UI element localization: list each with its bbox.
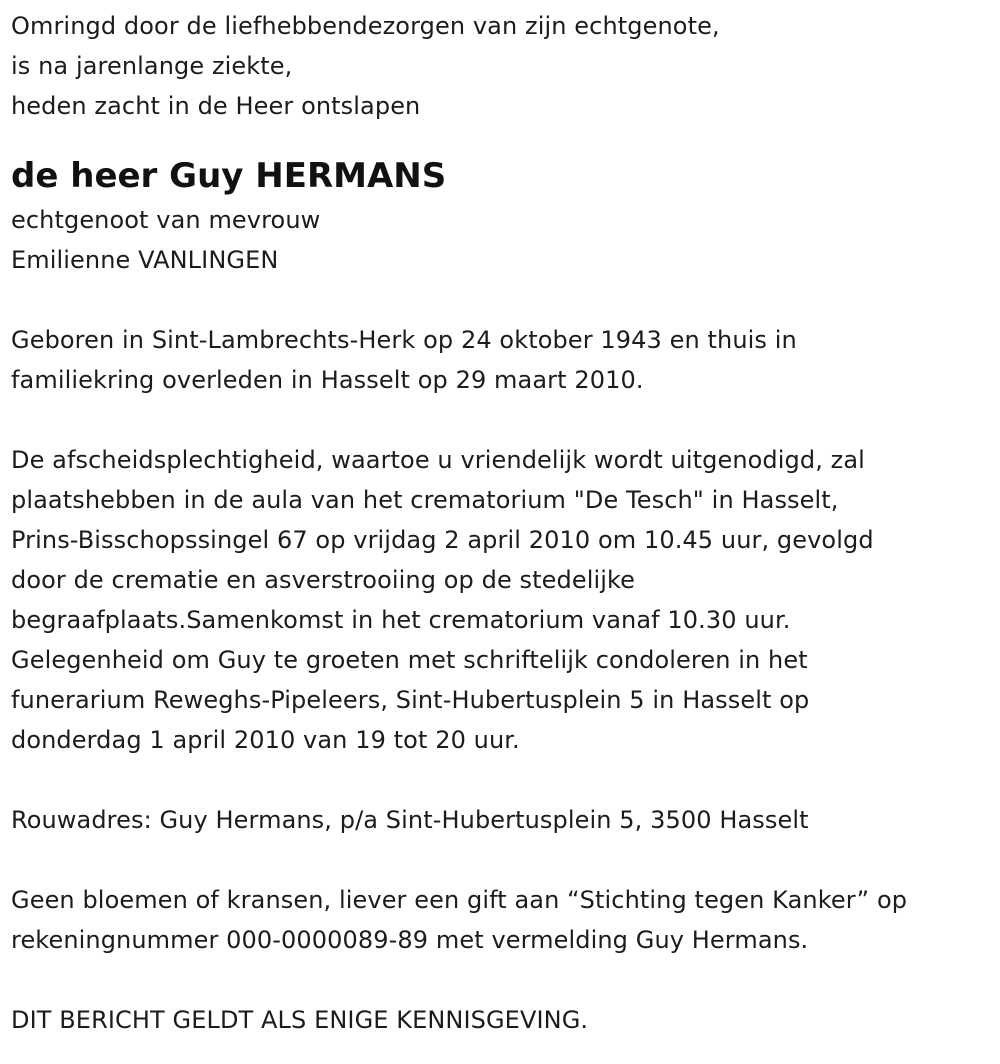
spacer <box>11 400 996 440</box>
spouse-block <box>11 200 996 280</box>
donation-block <box>11 880 996 960</box>
spouse-line: echtgenoot van mevrouw <box>11 206 321 234</box>
spacer <box>11 760 996 800</box>
deceased-name: de heer Guy HERMANS <box>11 156 447 196</box>
birth-death-block <box>11 320 996 400</box>
spouse-line: Emilienne VANLINGEN <box>11 246 279 274</box>
birth-death-line: familiekring overleden in Hasselt op 29 maart 2010. <box>11 366 644 394</box>
ceremony-line: plaatshebben in de aula van het crematorium "De Tesch" in Hasselt, <box>11 486 839 514</box>
ceremony-line: Prins-Bisschopssingel 67 op vrijdag 2 april 2010 om 10.45 uur, gevolgd <box>11 526 874 554</box>
ceremony-line: donderdag 1 april 2010 van 19 tot 20 uur. <box>11 726 520 754</box>
donation-line: rekeningnummer 000-0000089-89 met vermelding Guy Hermans. <box>11 926 809 954</box>
ceremony-block <box>11 440 996 760</box>
intro-line: is na jarenlange ziekte, <box>11 52 293 80</box>
ceremony-line: begraafplaats.Samenkomst in het crematorium vanaf 10.30 uur. <box>11 606 791 634</box>
spacer <box>11 960 996 1000</box>
intro-line: Omringd door de liefhebbendezorgen van zijn echtgenote, <box>11 12 720 40</box>
birth-death-line: Geboren in Sint-Lambrechts-Herk op 24 oktober 1943 en thuis in <box>11 326 797 354</box>
ceremony-line: De afscheidsplechtigheid, waartoe u vriendelijk wordt uitgenodigd, zal <box>11 446 865 474</box>
donation-line: Geen bloemen of kransen, liever een gift aan “Stichting tegen Kanker” op <box>11 886 908 914</box>
spacer <box>11 840 996 880</box>
mourning-address: Rouwadres: Guy Hermans, p/a Sint-Hubertusplein 5, 3500 Hasselt <box>11 806 809 834</box>
death-notice <box>11 6 996 1040</box>
ceremony-line: door de crematie en asverstrooiing op de stedelijke <box>11 566 636 594</box>
notice-line: DIT BERICHT GELDT ALS ENIGE KENNISGEVING. <box>11 1006 589 1034</box>
ceremony-line: funerarium Reweghs-Pipeleers, Sint-Hubertusplein 5 in Hasselt op <box>11 686 810 714</box>
ceremony-line: Gelegenheid om Guy te groeten met schriftelijk condoleren in het <box>11 646 808 674</box>
intro-line: heden zacht in de Heer ontslapen <box>11 92 421 120</box>
intro-block <box>11 6 996 126</box>
spacer <box>11 280 996 320</box>
